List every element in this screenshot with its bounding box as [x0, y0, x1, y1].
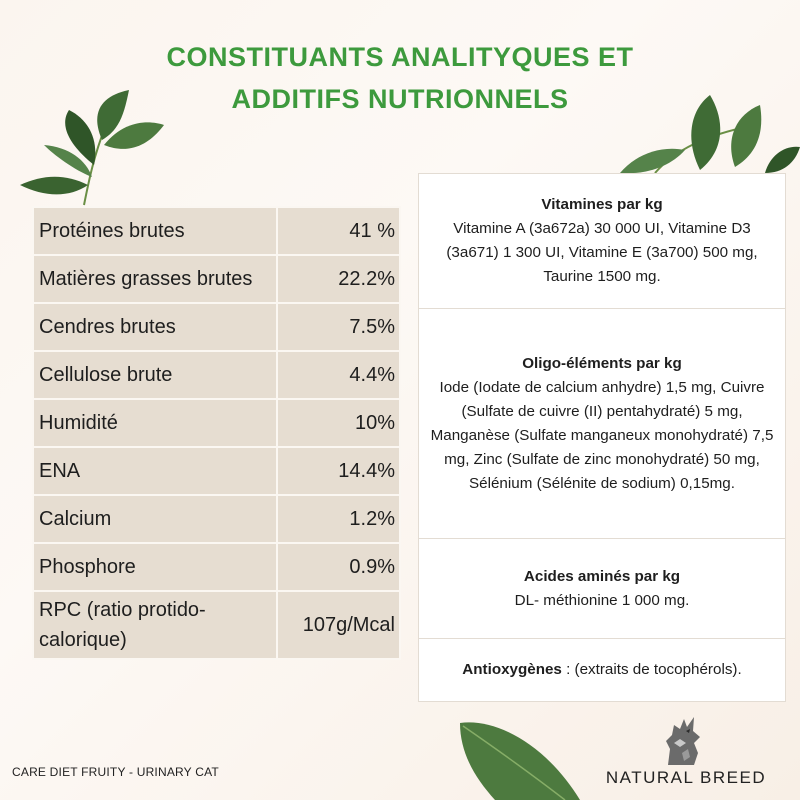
page-title-line-1: CONSTITUANTS ANALITYQUES ET	[166, 42, 634, 72]
product-name: CARE DIET FRUITY - URINARY CAT	[12, 765, 219, 779]
row-value: 10%	[277, 399, 400, 447]
table-row	[33, 207, 400, 255]
row-label: Cellulose brute	[33, 351, 277, 399]
table-row	[33, 303, 400, 351]
page-title	[0, 36, 800, 120]
brand-name: NATURAL BREED	[605, 768, 767, 787]
leaf-bottom	[455, 718, 585, 800]
vitamins-text: Vitamine A (3a672a) 30 000 UI, Vitamine D3 (3a671) 1 300 UI, Vitamine E (3a700) 500 mg, Taurine 1500 mg.	[446, 220, 758, 285]
trace-elements-section	[419, 309, 785, 539]
row-value: 1.2%	[277, 495, 400, 543]
row-value: 0.9%	[277, 543, 400, 591]
row-label: Matières grasses brutes	[33, 255, 277, 303]
row-label: RPC (ratio protido-calorique)	[33, 591, 277, 659]
table-row	[33, 255, 400, 303]
antioxidants-heading: Antioxygènes	[462, 661, 562, 678]
row-value: 7.5%	[277, 303, 400, 351]
row-label: Phosphore	[33, 543, 277, 591]
table-row	[33, 543, 400, 591]
analytical-constituents-table	[32, 206, 401, 660]
row-label: Humidité	[33, 399, 277, 447]
row-label: Calcium	[33, 495, 277, 543]
row-value: 41 %	[277, 207, 400, 255]
table-row	[33, 495, 400, 543]
row-value: 22.2%	[277, 255, 400, 303]
table-row	[33, 351, 400, 399]
row-label: ENA	[33, 447, 277, 495]
trace-elements-text: Iode (Iodate de calcium anhydre) 1,5 mg, Cuivre (Sulfate de cuivre (II) pentahydraté) 5 mg, Manganèse (Sulfate manganeux monohydraté) 7,5 mg, Zinc (Sulfate de zinc monohydraté) 50 mg, Sélénium (Sélénite de sodium) 0,15mg.	[430, 378, 774, 492]
vitamins-section	[419, 174, 785, 309]
antioxidants-section	[419, 639, 785, 701]
page-title-line-2: ADDITIFS NUTRIONNELS	[231, 84, 569, 114]
row-value: 107g/Mcal	[277, 591, 400, 659]
row-label: Cendres brutes	[33, 303, 277, 351]
amino-acids-section	[419, 539, 785, 639]
nutritional-additives-panel	[418, 173, 786, 702]
row-value: 4.4%	[277, 351, 400, 399]
table-row	[33, 447, 400, 495]
amino-acids-text: DL- méthionine 1 000 mg.	[514, 591, 690, 609]
amino-acids-heading: Acides aminés par kg	[523, 567, 681, 585]
antioxidants-text: : (extraits de tocophérols).	[561, 661, 742, 678]
table-row	[33, 591, 400, 659]
vitamins-heading: Vitamines par kg	[541, 196, 663, 213]
row-label: Protéines brutes	[33, 207, 277, 255]
row-value: 14.4%	[277, 447, 400, 495]
trace-elements-heading: Oligo-éléments par kg	[522, 354, 682, 372]
wolf-howling-icon	[660, 713, 704, 765]
table-row	[33, 399, 400, 447]
